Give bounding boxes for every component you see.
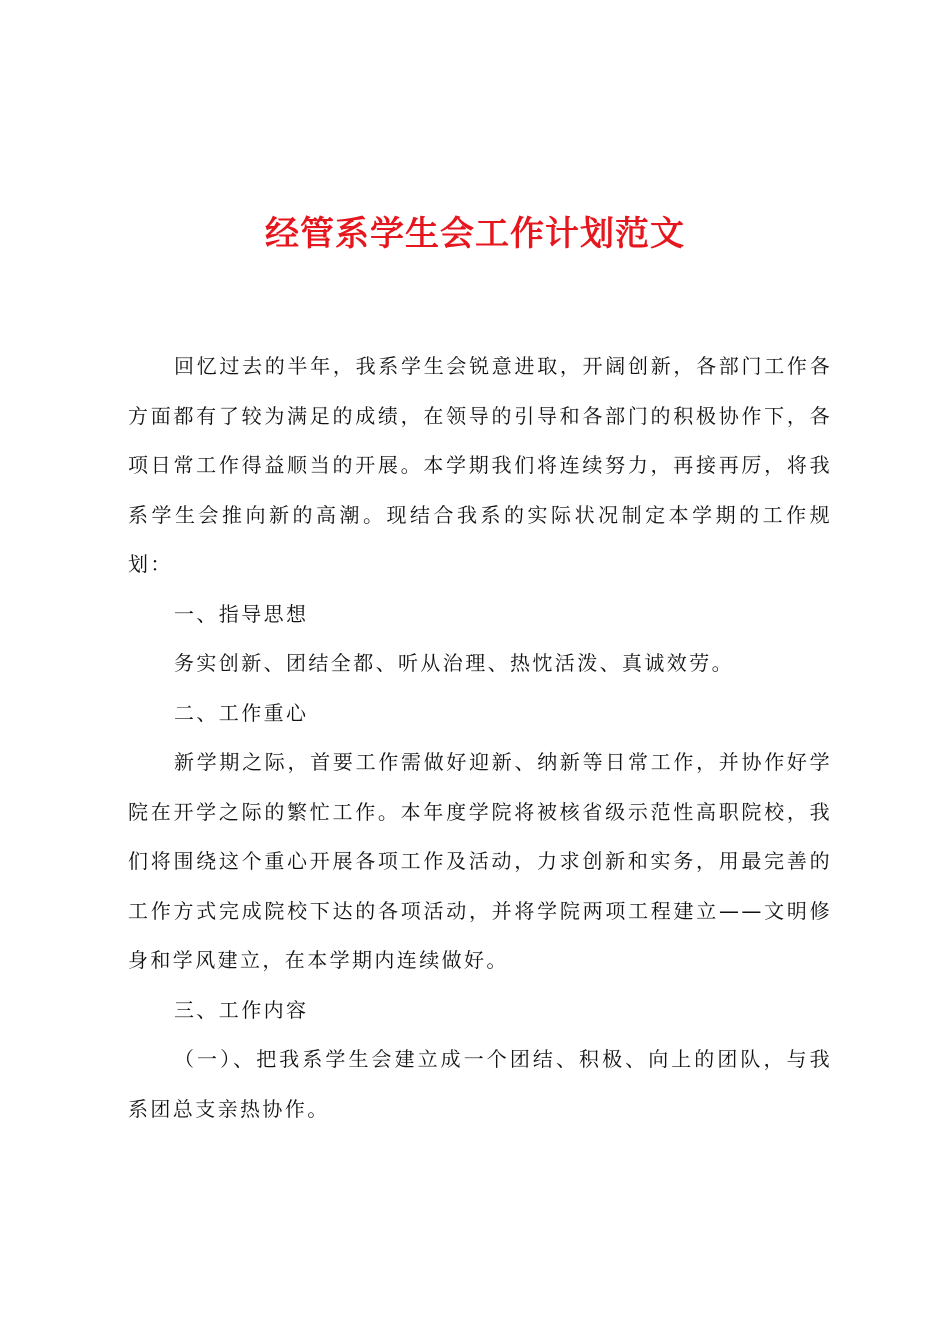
paragraph-intro: 回忆过去的半年，我系学生会锐意进取，开阔创新，各部门工作各方面都有了较为满足的成绩，在领导的引导和各部门的积极协作下，各项日常工作得益顺当的开展。本学期我们将连续努力，再接再厉，将我系学生会推向新的高潮。现结合我系的实际状况制定本学期的工作规划： [128,354,832,576]
heading-guiding-thought: 一、指导思想 [174,601,309,626]
document-body [128,342,832,1134]
paragraph-work-content-1: （一）、把我系学生会建立成一个团结、积极、向上的团队，与我系团总支亲热协作。 [128,1047,832,1121]
heading-work-content: 三、工作内容 [174,997,309,1022]
paragraph-work-focus: 新学期之际，首要工作需做好迎新、纳新等日常工作，并协作好学院在开学之际的繁忙工作。本年度学院将被核省级示范性高职院校，我们将围绕这个重心开展各项工作及活动，力求创新和实务，用最完善的工作方式完成院校下达的各项活动，并将学院两项工程建立——文明修身和学风建立，在本学期内连续做好。 [128,750,832,972]
paragraph-guiding-thought: 务实创新、团结全都、听从治理、热忱活泼、真诚效劳。 [174,651,734,675]
document-title: 经管系学生会工作计划范文 [265,214,685,254]
heading-work-focus: 二、工作重心 [174,700,309,725]
